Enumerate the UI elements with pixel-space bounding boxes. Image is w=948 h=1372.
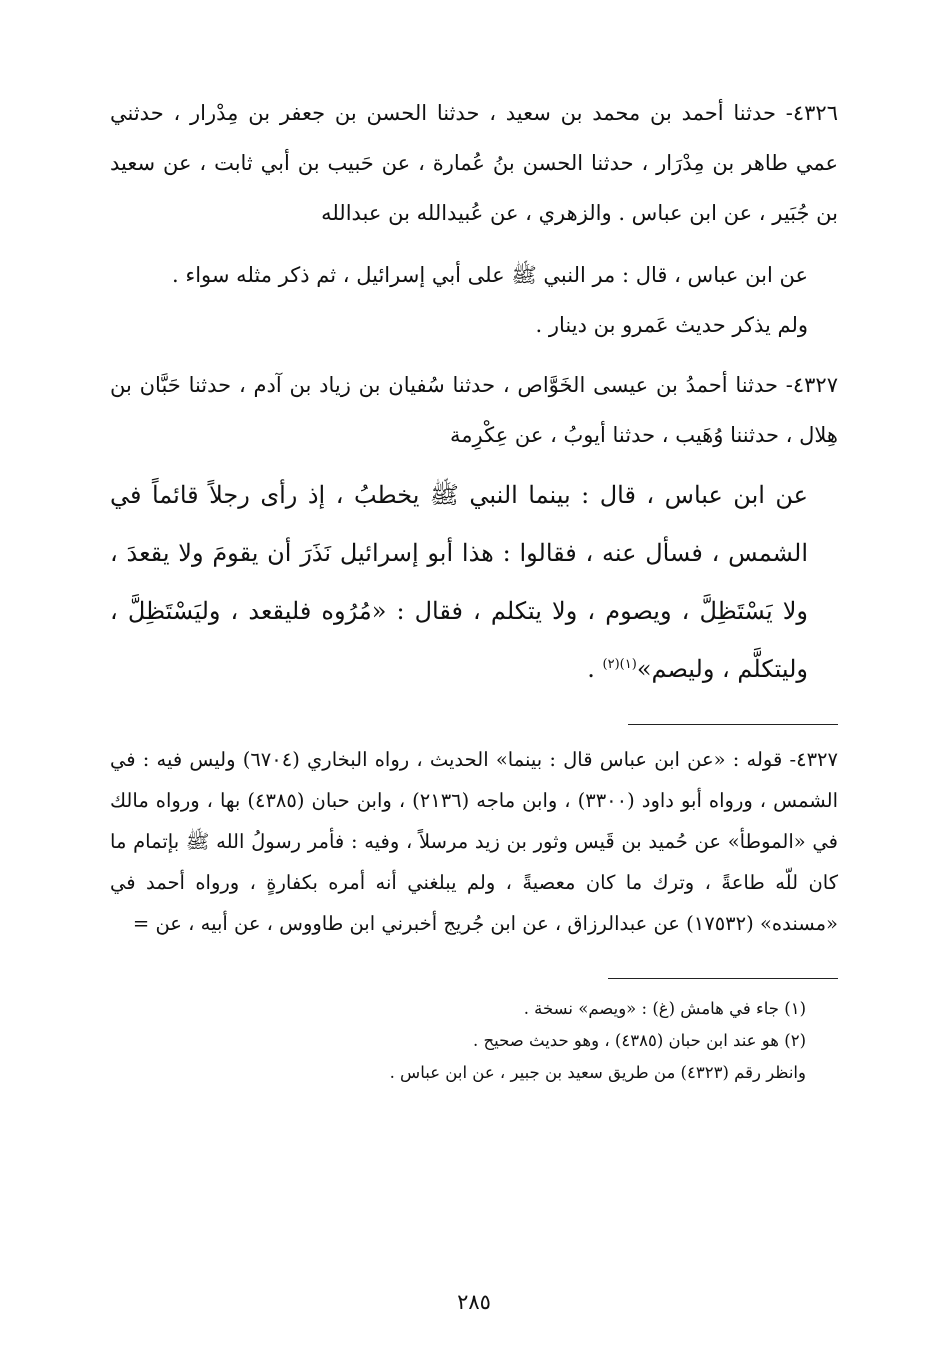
footnote-1: (١) جاء في هامش (غ) : «ويصم» نسخة . (523, 999, 806, 1018)
hadith-4327-isnad: ٤٣٢٧- حدثنا أحمدُ بن عيسى الخَوَّاص ، حدثنا سُفيان بن زياد بن آدم ، حدثنا حَبَّان بن هِلال ، حدثننا وُهَيب ، حدثنا أيوبُ ، عن عِكْرِمة (110, 373, 838, 447)
footnote-refs[interactable]: (١)(٢) (602, 657, 637, 672)
commentary-4327: ٤٣٢٧- قوله : «عن ابن عباس قال : بينما» الحديث ، رواه البخاري (٦٧٠٤) وليس فيه : في الشمس ، ورواه أبو داود (٣٣٠٠) ، وابن ماجه (٢١٣٦) ، وابن حبان (٤٣٨٥) بها ، ورواه مالك في «الموطأ» عن حُميد بن قَيس وثور بن زيد مرسلاً ، وفيه : فأمر رسولُ الله ﷺ بإتمام ما كان للّه طاعةً ، وترك ما كان معصيةً ، ولم يبلغني أنه أمره بكفارةٍ ، ورواه أحمد في «مسنده» (١٧٥٣٢) عن عبدالرزاق ، عن ابن جُريج أخبرني ابن طاووس ، عن أبيه ، عن = (110, 748, 839, 935)
hadith-4327-matn-end: . (587, 655, 603, 683)
hadith-4327-matn: عن ابن عباس ، قال : بينما النبي ﷺ يخطبُ ، إذ رأى رجلاً قائماً في الشمس ، فسأل عنه ، فقالوا : هذا أبو إسرائيل نَذَرَ أن يقومَ ولا يقعدَ ، ولا يَسْتَظِلَّ ، ويصوم ، ولا يتكلم ، فقال : «مُرُوه فليقعد ، وليَسْتَظِلَّ ، وليتكلَّم ، وليصم» (110, 481, 809, 683)
footnote-2-continuation: وانظر رقم (٤٣٢٣) من طريق سعيد بن جبير ، عن ابن عباس . (389, 1063, 806, 1082)
footnote-2: (٢) هو عند ابن حبان (٤٣٨٥) ، وهو حديث صحيح . (472, 1031, 806, 1050)
footnotes-separator (608, 978, 838, 979)
hadith-4326-note: ولم يذكر حديث عَمرو بن دينار . (535, 313, 808, 337)
commentary-separator (628, 724, 838, 725)
hadith-4326-matn: عن ابن عباس ، قال : مر النبي ﷺ على أبي إسرائيل ، ثم ذكر مثله سواء . (172, 263, 808, 287)
footnotes (110, 993, 838, 1089)
page-body (110, 88, 838, 1089)
page-number: ٢٨٥ (457, 1290, 491, 1314)
hadith-4326-isnad: ٤٣٢٦- حدثنا أحمد بن محمد بن سعيد ، حدثنا الحسن بن جعفر بن مِدْرار ، حدثني عمي طاهر بن مِدْرَار ، حدثنا الحسن بنُ عُمارة ، عن حَبيب بن أبي ثابت ، عن سعيد بن جُبَير ، عن ابن عباس . والزهري ، عن عُبيدالله بن عبدالله (110, 101, 838, 225)
hadith-4327-matn-paragraph (110, 466, 838, 698)
